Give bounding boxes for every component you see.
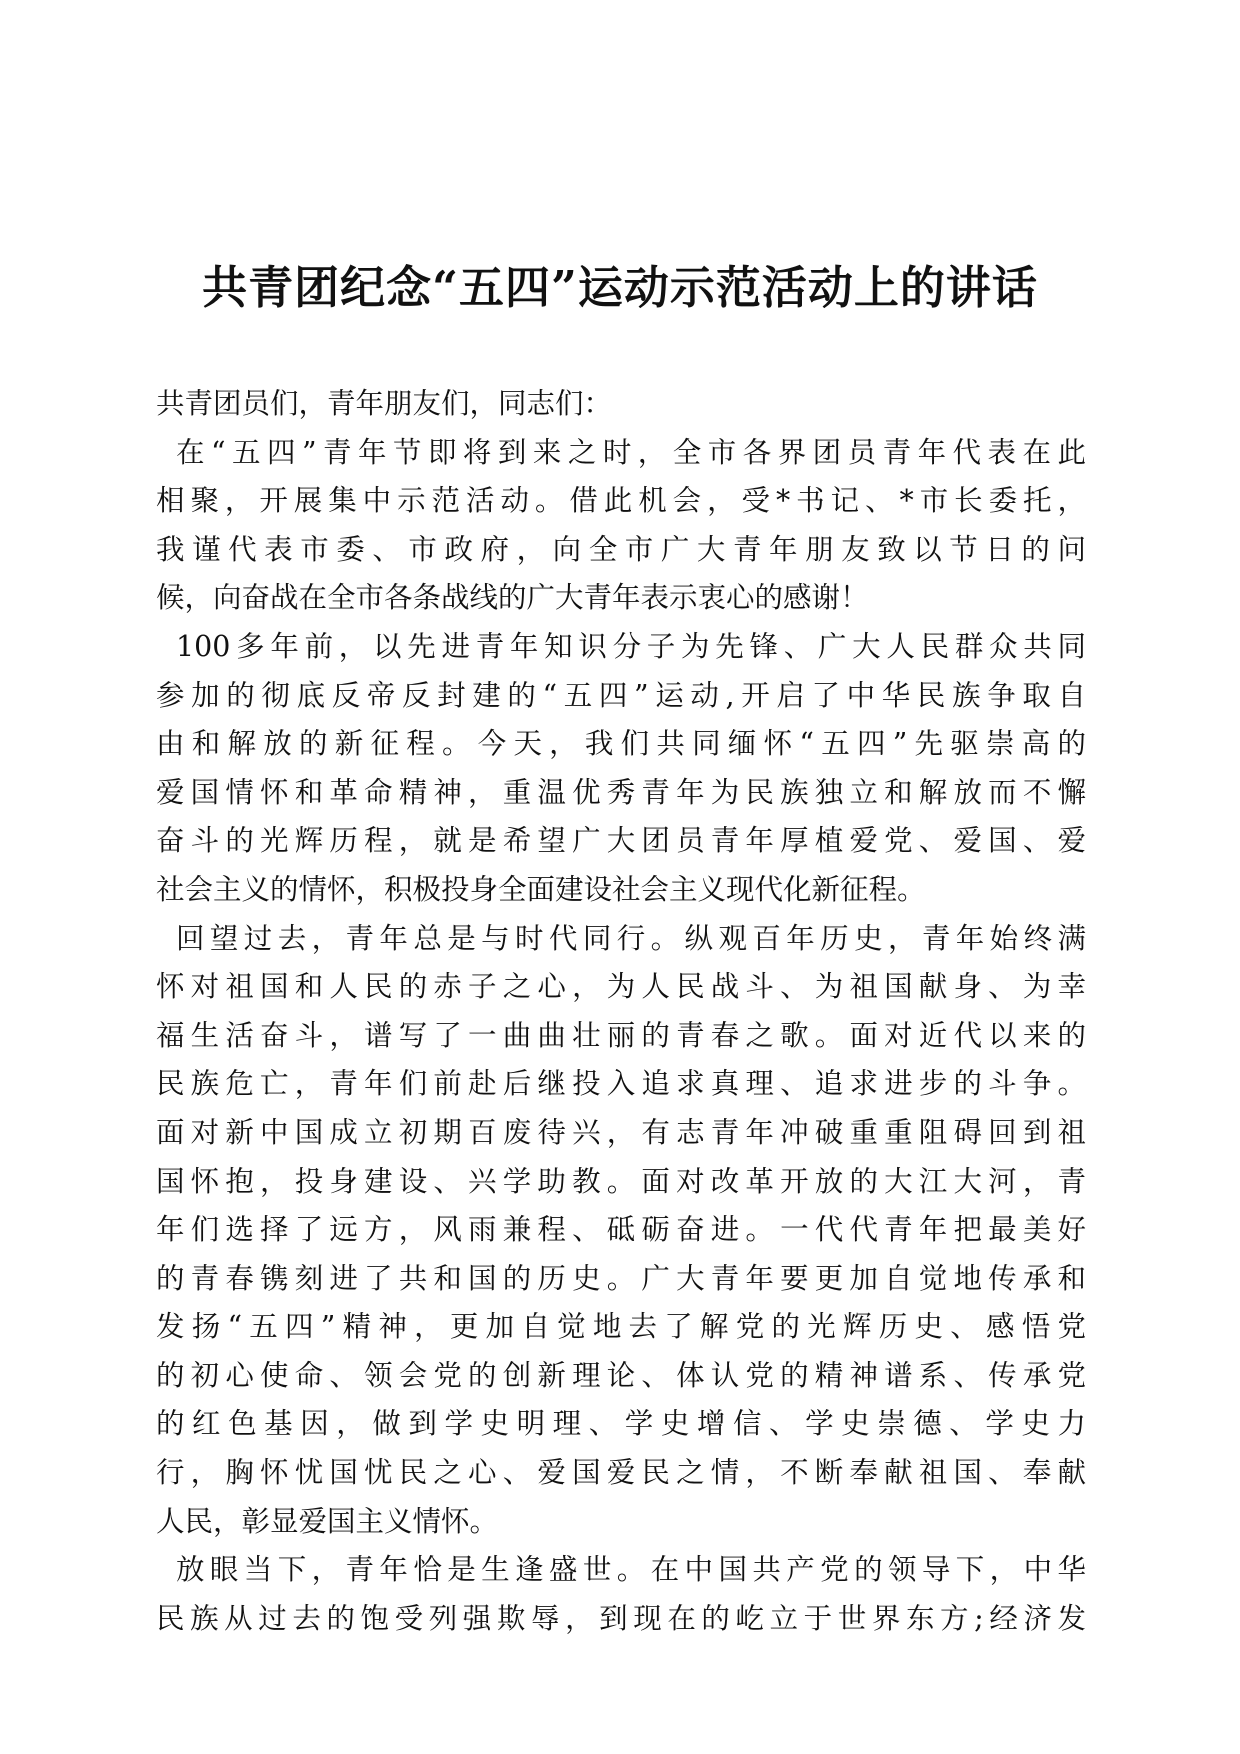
paragraph-line: 年们选择了远方，风雨兼程、砥砺奋进。一代代青年把最美好	[156, 1213, 1086, 1247]
paragraph-line: 我谨代表市委、市政府，向全市广大青年朋友致以节日的问	[156, 532, 1086, 566]
paragraph-line: 在“五四”青年节即将到来之时，全市各界团员青年代表在此	[176, 435, 1086, 469]
paragraph-line: 发扬“五四”精神，更加自觉地去了解党的光辉历史、感悟党	[156, 1310, 1086, 1344]
paragraph-line: 相聚，开展集中示范活动。借此机会，受*书记、*市长委托，	[156, 484, 1086, 518]
paragraph-line: 怀对祖国和人民的赤子之心，为人民战斗、为祖国献身、为幸	[156, 970, 1086, 1004]
paragraph-line: 民族从过去的饱受列强欺辱，到现在的屹立于世界东方;经济发	[156, 1601, 1086, 1635]
paragraph-line: 人民，彰显爱国主义情怀。	[156, 1504, 499, 1538]
paragraph-line: 爱国情怀和革命精神，重温优秀青年为民族独立和解放而不懈	[156, 775, 1086, 809]
document-body	[156, 380, 1086, 1643]
paragraph-line: 的初心使命、领会党的创新理论、体认党的精神谱系、传承党	[156, 1358, 1086, 1392]
salutation-line: 共青团员们，青年朋友们，同志们：	[156, 387, 613, 420]
paragraph-line: 福生活奋斗，谱写了一曲曲壮丽的青春之歌。面对近代以来的	[156, 1018, 1086, 1052]
document-title: 共青团纪念“五四”运动示范活动上的讲话	[202, 261, 1038, 314]
paragraph-line: 社会主义的情怀，积极投身全面建设社会主义现代化新征程。	[156, 872, 926, 906]
paragraph-line: 奋斗的光辉历程，就是希望广大团员青年厚植爱党、爱国、爱	[156, 824, 1086, 858]
paragraph-line: 参加的彻底反帝反封建的“五四”运动,开启了中华民族争取自	[156, 678, 1086, 712]
paragraph-line: 由和解放的新征程。今天，我们共同缅怀“五四”先驱崇高的	[156, 727, 1086, 761]
paragraph-line: 国怀抱，投身建设、兴学助教。面对改革开放的大江大河，青	[156, 1164, 1086, 1198]
paragraph-line: 的红色基因，做到学史明理、学史增信、学史崇德、学史力	[156, 1407, 1086, 1441]
paragraph-line: 100多年前，以先进青年知识分子为先锋、广大人民群众共同	[176, 629, 1086, 663]
paragraph-line: 民族危亡，青年们前赴后继投入追求真理、追求进步的斗争。	[156, 1067, 1086, 1101]
paragraph-line: 候，向奋战在全市各条战线的广大青年表示衷心的感谢！	[156, 581, 869, 615]
paragraph-line: 的青春镌刻进了共和国的历史。广大青年要更加自觉地传承和	[156, 1261, 1086, 1295]
paragraph-line: 面对新中国成立初期百废待兴，有志青年冲破重重阻碍回到祖	[156, 1115, 1086, 1149]
paragraph-line: 行，胸怀忧国忧民之心、爱国爱民之情，不断奉献祖国、奉献	[156, 1456, 1086, 1490]
paragraph-line: 回望过去，青年总是与时代同行。纵观百年历史，青年始终满	[176, 921, 1086, 955]
paragraph-line: 放眼当下，青年恰是生逢盛世。在中国共产党的领导下，中华	[176, 1553, 1086, 1587]
